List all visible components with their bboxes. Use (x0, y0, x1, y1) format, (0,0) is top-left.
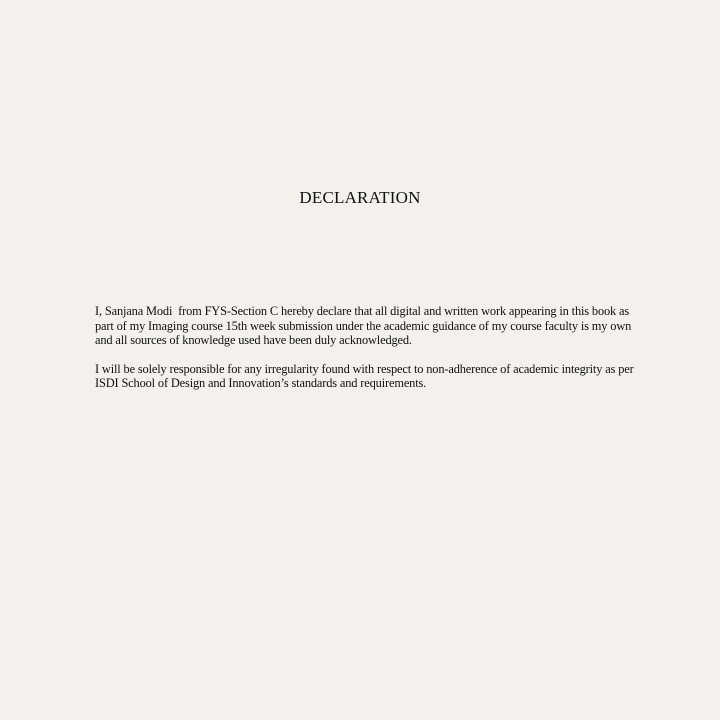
paragraph-2-line-1: I will be solely responsible for any irregularity found with respect to non-adherence of academic integrity as per (95, 361, 634, 376)
paragraph-1-line-2: part of my Imaging course 15th week submission under the academic guidance of my course faculty is my own (95, 318, 632, 333)
paragraph-1-line-1: I, Sanjana Modi from FYS-Section C hereby declare that all digital and written work appearing in this book as (95, 304, 630, 318)
declaration-paragraph-2 (95, 361, 634, 391)
page-title: DECLARATION (299, 188, 421, 207)
declaration-paragraph-1 (95, 304, 630, 348)
declaration-body (95, 304, 634, 391)
paragraph-2-line-2: ISDI School of Design and Innovation’s standards and requirements. (95, 376, 427, 391)
paragraph-1-line-3: and all sources of knowledge used have been duly acknowledged. (95, 333, 412, 348)
